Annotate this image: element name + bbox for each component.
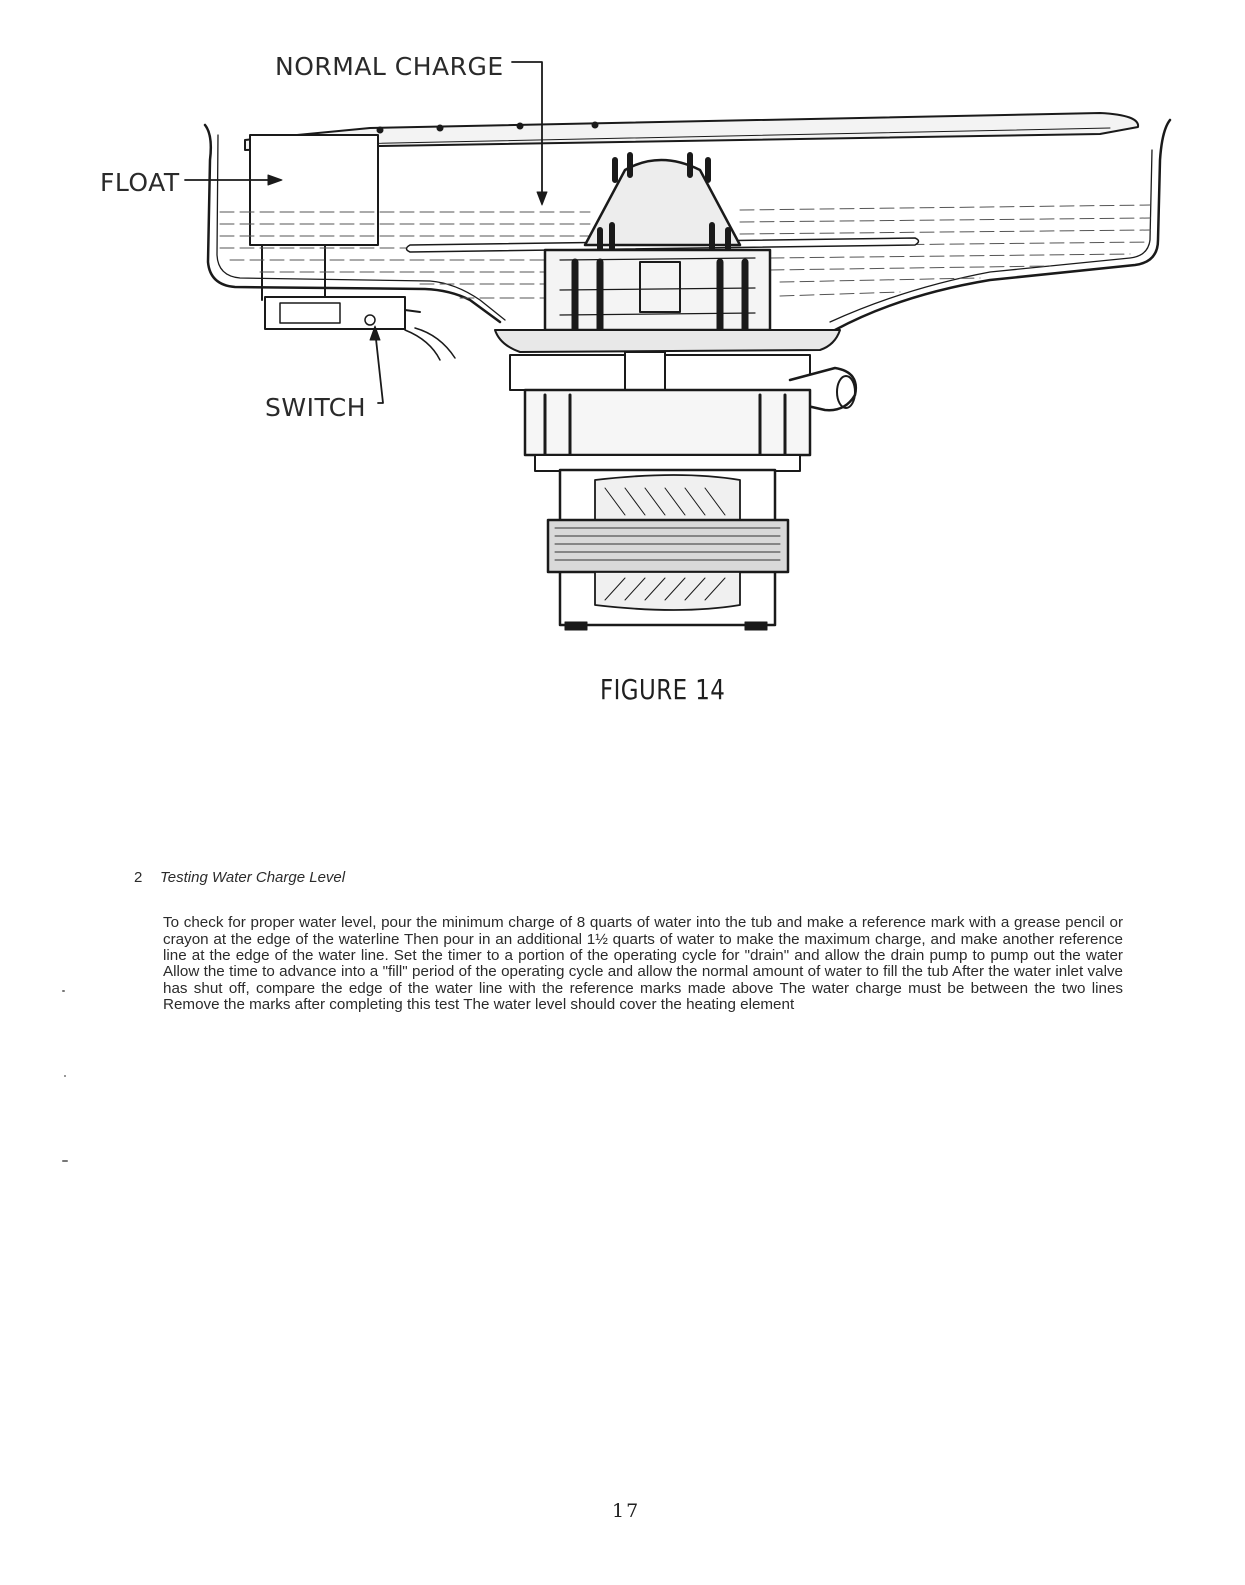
dishwasher-tub-illustration [0, 0, 1245, 720]
motor-winding-top [595, 475, 740, 520]
float-label: FLOAT [100, 168, 180, 197]
figure-caption: FIGURE 14 [600, 673, 726, 706]
switch-label: SWITCH [265, 393, 367, 422]
float [250, 135, 378, 245]
section-heading [134, 869, 345, 886]
scan-speck [62, 1160, 68, 1162]
figure-14 [0, 0, 1245, 720]
scan-speck [62, 990, 65, 992]
tub-base [495, 330, 840, 352]
normal-charge-label: NORMAL CHARGE [275, 52, 504, 81]
page-number: 17 [612, 1500, 641, 1522]
section-title: Testing Water Charge Level [160, 869, 346, 886]
tub-inner-right [830, 150, 1152, 322]
motor-winding-bottom [595, 572, 740, 610]
tub-right-wall [835, 120, 1170, 330]
pump-cover [585, 160, 740, 245]
section-number: 2 [134, 869, 143, 886]
body-paragraph: To check for proper water level, pour the minimum charge of 8 quarts of water into the tub and make a reference mark with a grease pencil or crayon at the edge of the waterline Then pour in an additional 1½ quarts of water to make the maximum charge, and make another reference line at the edge of the water line. Set the timer to a portion of the operating cycle for "drain" and allow the drain pump to pump out the water Allow the time to advance into a "fill" period of the operating cycle and allow the normal amount of water to fill the tub After the water inlet valve has shut off, compare the edge of the water line with the reference marks made above The water charge must be between the two lines Remove the marks after completing this test The water level should cover the heating element [163, 914, 1123, 1014]
scan-speck [64, 1075, 66, 1077]
switch-leader [375, 330, 383, 403]
pump-motor-block [525, 390, 810, 455]
switch [265, 297, 455, 360]
